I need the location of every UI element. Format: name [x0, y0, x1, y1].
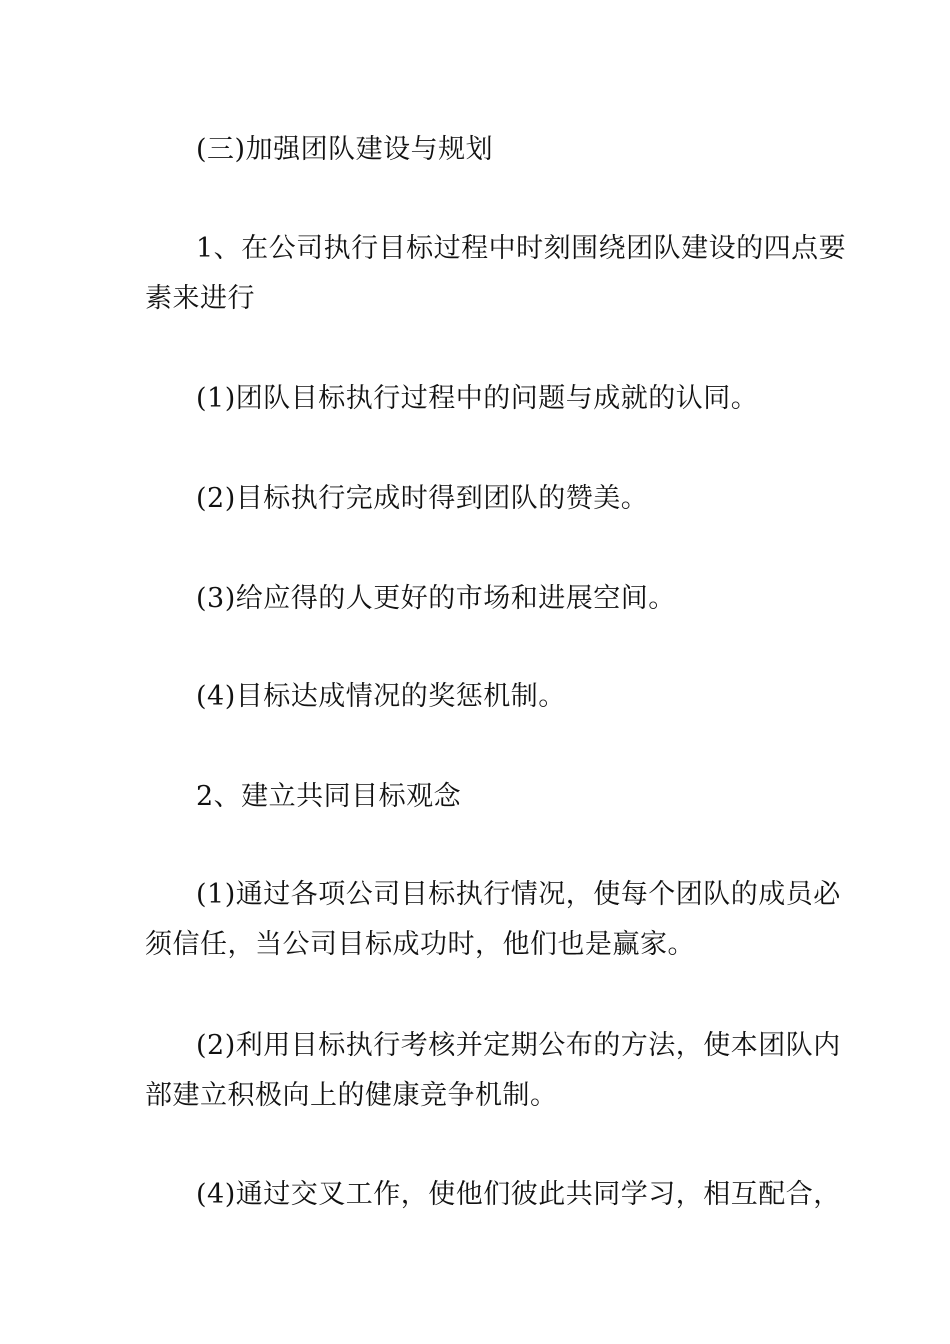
paragraph-item2: 2、建立共同目标观念 — [196, 781, 462, 812]
item2-sub1-line2: 须信任，当公司目标成功时，他们也是赢家。 — [145, 929, 695, 960]
paragraph-item1-line1: 1、在公司执行目标过程中时刻围绕团队建设的四点要 — [196, 233, 847, 264]
sub-item-3: (3)给应得的人更好的市场和进展空间。 — [196, 583, 676, 614]
item2-sub2-line2: 部建立积极向上的健康竞争机制。 — [145, 1080, 558, 1111]
section-heading: (三)加强团队建设与规划 — [196, 134, 494, 165]
sub-item-2: (2)目标执行完成时得到团队的赞美。 — [196, 483, 649, 514]
item2-sub4-line1: (4)通过交叉工作，使他们彼此共同学习，相互配合， — [196, 1179, 841, 1210]
sub-item-4: (4)目标达成情况的奖惩机制。 — [196, 681, 566, 712]
item2-sub1-line1: (1)通过各项公司目标执行情况，使每个团队的成员必 — [196, 879, 841, 910]
paragraph-item1-line2: 素来进行 — [145, 283, 255, 314]
item2-sub2-line1: (2)利用目标执行考核并定期公布的方法，使本团队内 — [196, 1030, 841, 1061]
sub-item-1: (1)团队目标执行过程中的问题与成就的认同。 — [196, 383, 759, 414]
